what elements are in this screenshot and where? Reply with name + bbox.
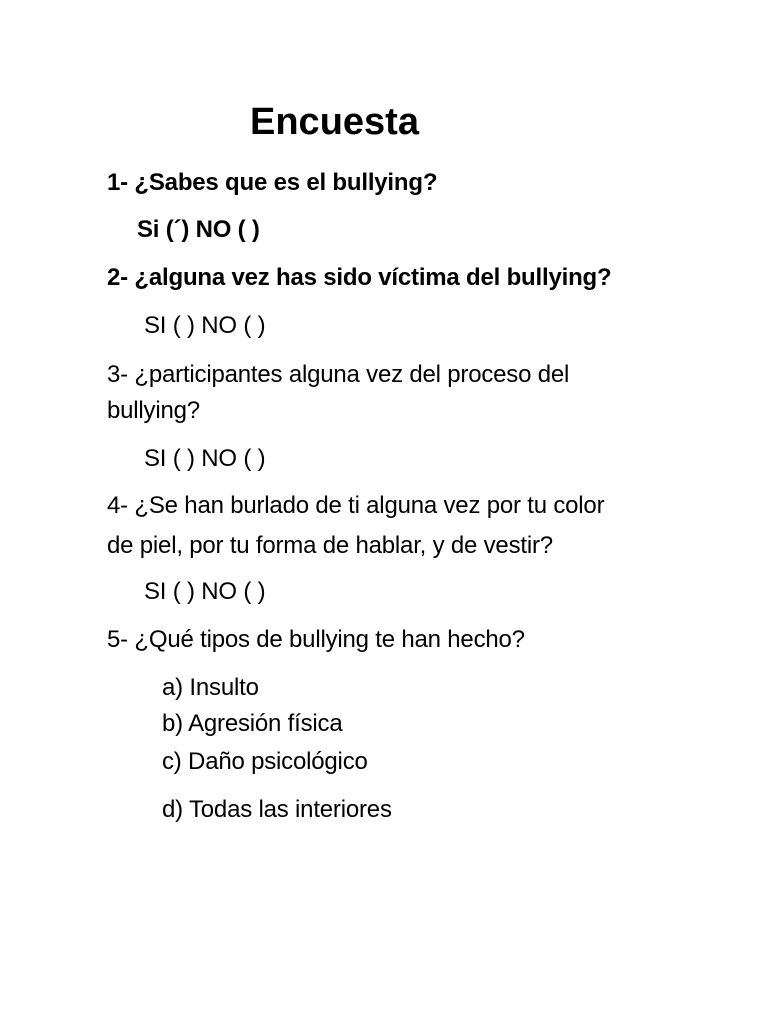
question-4-answer: SI ( ) NO ( )	[144, 578, 266, 605]
question-4-text-line-2: de piel, por tu forma de hablar, y de vestir?	[107, 532, 553, 559]
option-a: a) Insulto	[162, 674, 259, 701]
question-4-text-line-1: 4- ¿Se han burlado de ti alguna vez por tu color	[107, 492, 605, 519]
question-5-text: 5- ¿Qué tipos de bullying te han hecho?	[107, 626, 525, 653]
option-d: d) Todas las interiores	[162, 796, 392, 823]
question-3-text-line-1: 3- ¿participantes alguna vez del proceso del	[107, 361, 570, 388]
question-1-answer: Si (´) NO ( )	[137, 216, 260, 243]
question-2-answer: SI ( ) NO ( )	[144, 312, 266, 339]
page-title: Encuesta	[250, 101, 419, 143]
question-1-text: 1- ¿Sabes que es el bullying?	[107, 169, 438, 196]
option-c: c) Daño psicológico	[162, 748, 368, 775]
question-3-answer: SI ( ) NO ( )	[144, 445, 266, 472]
question-2-text: 2- ¿alguna vez has sido víctima del bullying?	[107, 264, 612, 291]
option-b: b) Agresión física	[162, 710, 343, 737]
question-3-text-line-2: bullying?	[107, 397, 200, 424]
